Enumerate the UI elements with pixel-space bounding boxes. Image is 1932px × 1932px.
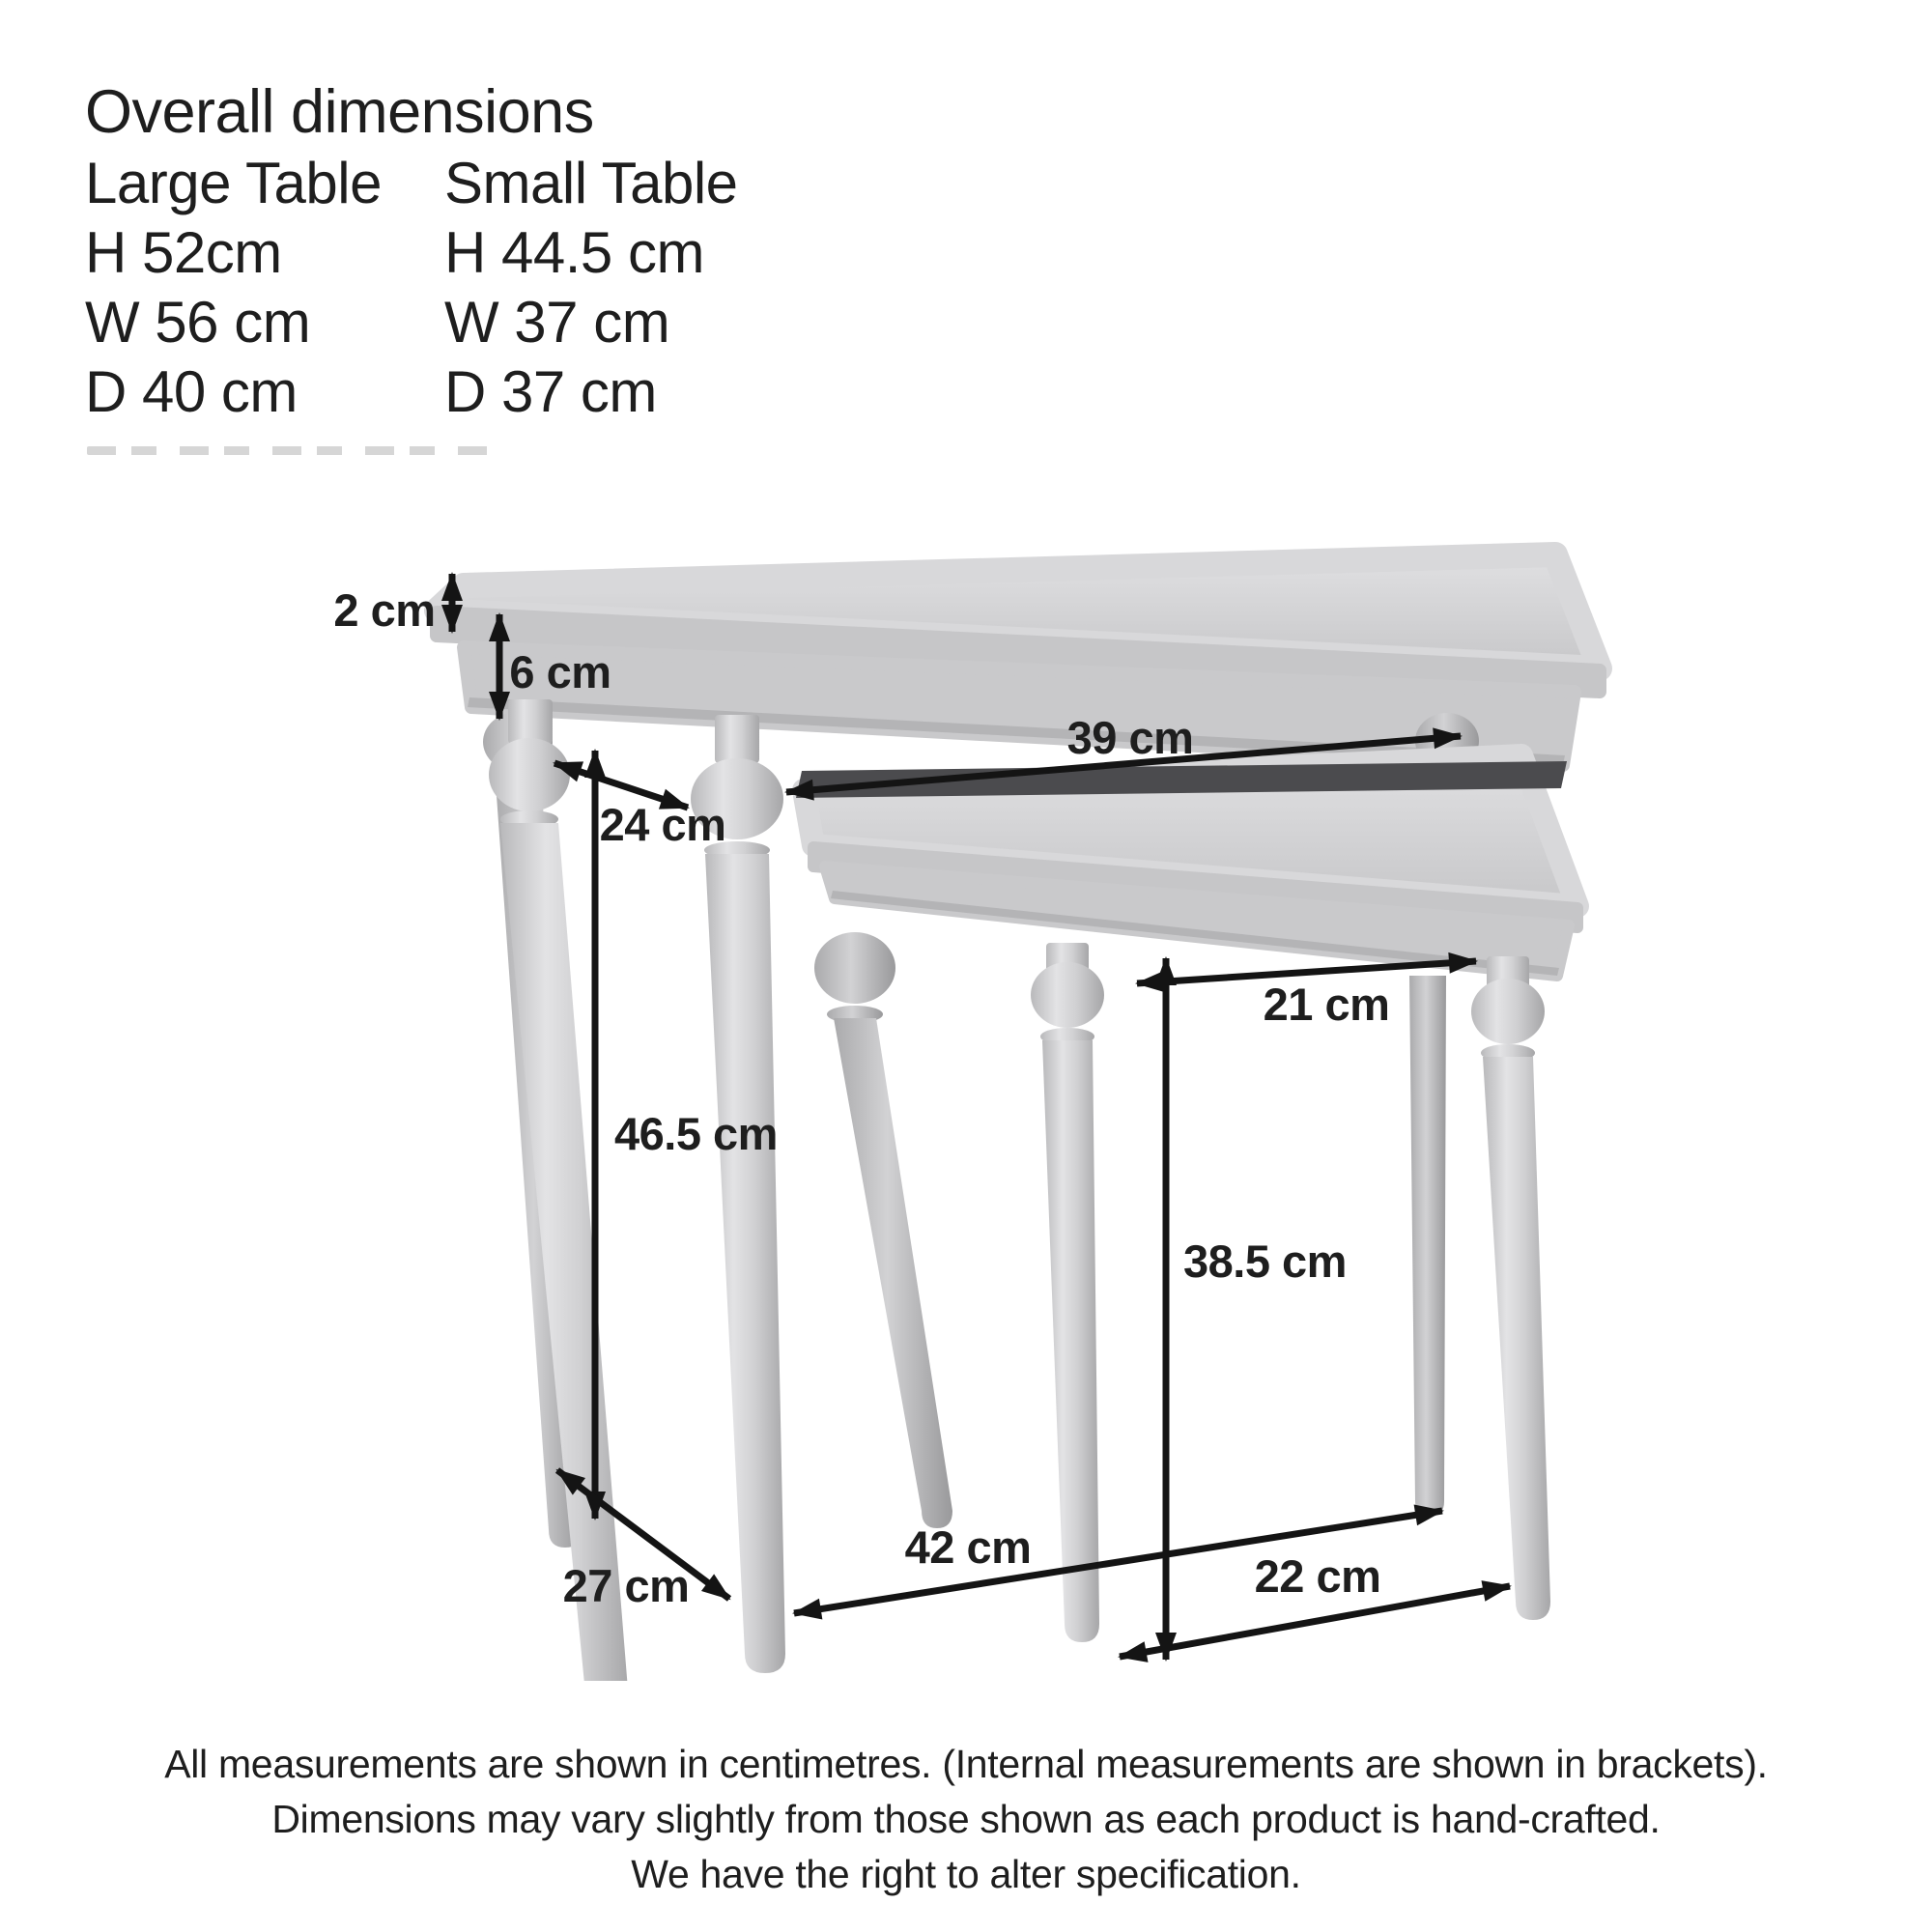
spec-col-large-header: Large Table [85, 151, 382, 215]
dim-label-inner-depth-large: 24 cm [599, 799, 726, 850]
spec-large-depth: D 40 cm [85, 359, 298, 424]
spec-table [85, 149, 738, 427]
large-front-right-leg [691, 715, 785, 1673]
spec-large-height: H 52cm [85, 220, 282, 285]
dim-label-inner-width-small: 21 cm [1263, 979, 1390, 1030]
spec-small-depth: D 37 cm [444, 359, 657, 424]
dim-label-clearance-large: 46.5 cm [614, 1108, 778, 1159]
small-front-right-leg [1471, 956, 1550, 1620]
footer-line-2: Dimensions may vary slightly from those shown as each product is hand-crafted. [271, 1797, 1661, 1841]
small-front-left-leg [1031, 943, 1104, 1642]
dim-label-inner-width-large: 39 cm [1066, 712, 1194, 763]
footer-line-1: All measurements are shown in centimetres. (Internal measurements are shown in brackets). [164, 1742, 1768, 1786]
page-title: Overall dimensions [85, 78, 594, 146]
product-illustration [319, 522, 1613, 1681]
dim-label-floor-width-small: 22 cm [1254, 1550, 1381, 1602]
spec-col-small-header: Small Table [444, 151, 738, 215]
footer-line-3: We have the right to alter specification. [631, 1852, 1301, 1896]
spec-large-width: W 56 cm [85, 290, 311, 355]
dim-label-clearance-small: 38.5 cm [1183, 1236, 1347, 1287]
clipped-text-remnant [87, 446, 502, 455]
spec-small-width: W 37 cm [444, 290, 670, 355]
footer-notes [0, 1737, 1932, 1902]
dim-label-apron-height: 6 cm [509, 646, 611, 697]
dim-label-top-thickness: 2 cm [333, 584, 436, 636]
small-back-right-leg [1409, 976, 1446, 1517]
dim-floor-width-small [1120, 1550, 1510, 1657]
dim-label-floor-depth-large: 27 cm [562, 1560, 690, 1611]
dim-top-thickness [333, 574, 452, 636]
spec-block [85, 75, 738, 427]
dim-label-floor-width-large: 42 cm [904, 1521, 1032, 1573]
small-back-left-leg [814, 932, 952, 1528]
spec-small-height: H 44.5 cm [444, 220, 704, 285]
